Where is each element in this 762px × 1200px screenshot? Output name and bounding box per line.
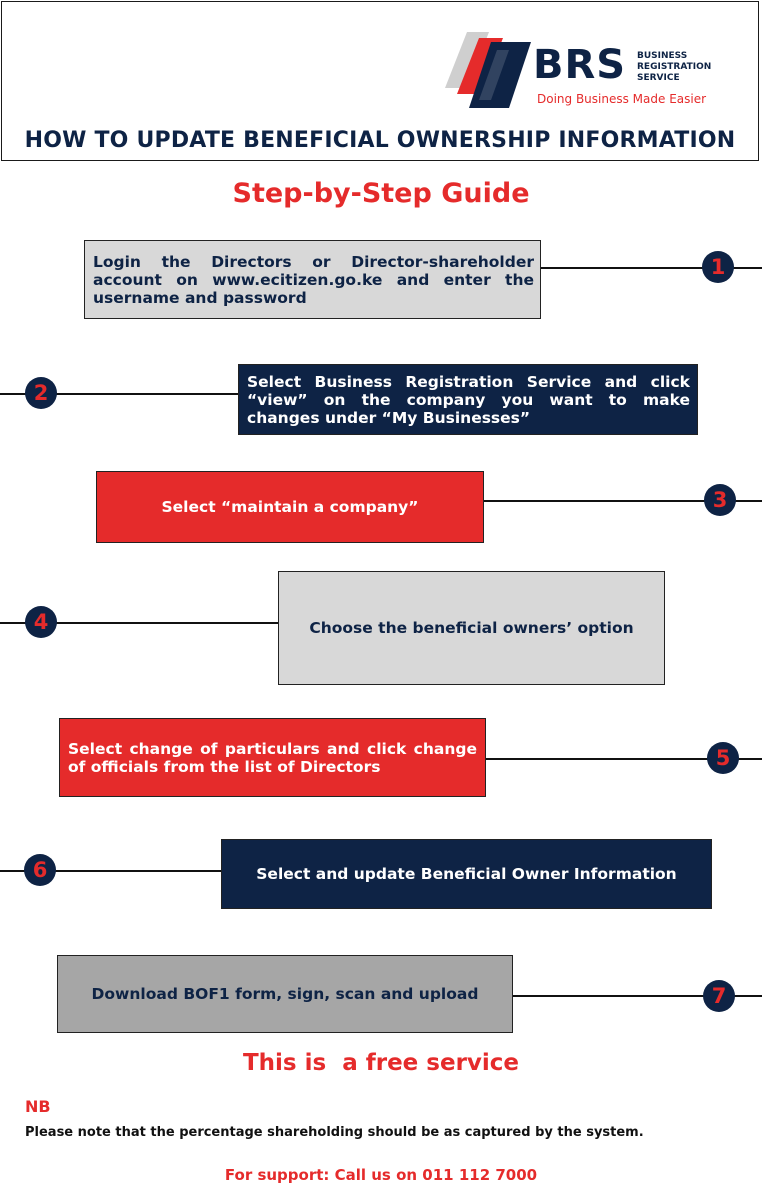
step-6-box (221, 839, 712, 909)
step-5-number: 5 (707, 742, 739, 774)
step-1-number: 1 (702, 251, 734, 283)
step-text: Select Business Registration Service and click “view” on the company you want to make changes under “My Businesses” (247, 372, 690, 427)
logo-tagline: Doing Business Made Easier (537, 92, 707, 106)
step-7-box (57, 955, 513, 1033)
step-1-box (84, 240, 541, 319)
logo-abbreviation: BRS (533, 42, 627, 88)
support-contact: For support: Call us on 011 112 7000 (224, 1166, 538, 1184)
step-3-box (96, 471, 484, 543)
step-text: Select “maintain a company” (161, 498, 419, 516)
logo-name-line: REGISTRATION (637, 62, 712, 72)
step-text: Download BOF1 form, sign, scan and upload (91, 985, 479, 1003)
step-2-box (238, 364, 698, 435)
step-text: Select change of particulars and click change of officials from the list of Directors (68, 739, 477, 776)
step-3-number: 3 (704, 484, 736, 516)
logo-name (637, 51, 711, 84)
step-text: Select and update Beneficial Owner Information (256, 865, 677, 883)
brs-logo (445, 30, 745, 110)
step-7-number: 7 (703, 980, 735, 1012)
step-2-number: 2 (25, 377, 57, 409)
page-title: HOW TO UPDATE BENEFICIAL OWNERSHIP INFORMATION (24, 128, 736, 153)
step-4-box (278, 571, 665, 685)
header-banner (1, 1, 759, 161)
nb-label: NB (25, 1097, 51, 1116)
step-6-number: 6 (24, 854, 56, 886)
brs-logo-mark-icon (445, 30, 537, 110)
step-5-box (59, 718, 486, 797)
logo-name-line: BUSINESS (637, 51, 688, 61)
step-4-number: 4 (25, 606, 57, 638)
free-service-note: This is a free service (242, 1050, 520, 1076)
logo-name-line: SERVICE (637, 73, 680, 83)
step-text: Login the Directors or Director-shareholder account on www.ecitizen.go.ke and enter the username and password (93, 252, 534, 307)
nb-text: Please note that the percentage shareholding should be as captured by the system. (25, 1125, 644, 1140)
guide-title: Step-by-Step Guide (232, 178, 530, 209)
step-text: Choose the beneficial owners’ option (309, 619, 634, 637)
